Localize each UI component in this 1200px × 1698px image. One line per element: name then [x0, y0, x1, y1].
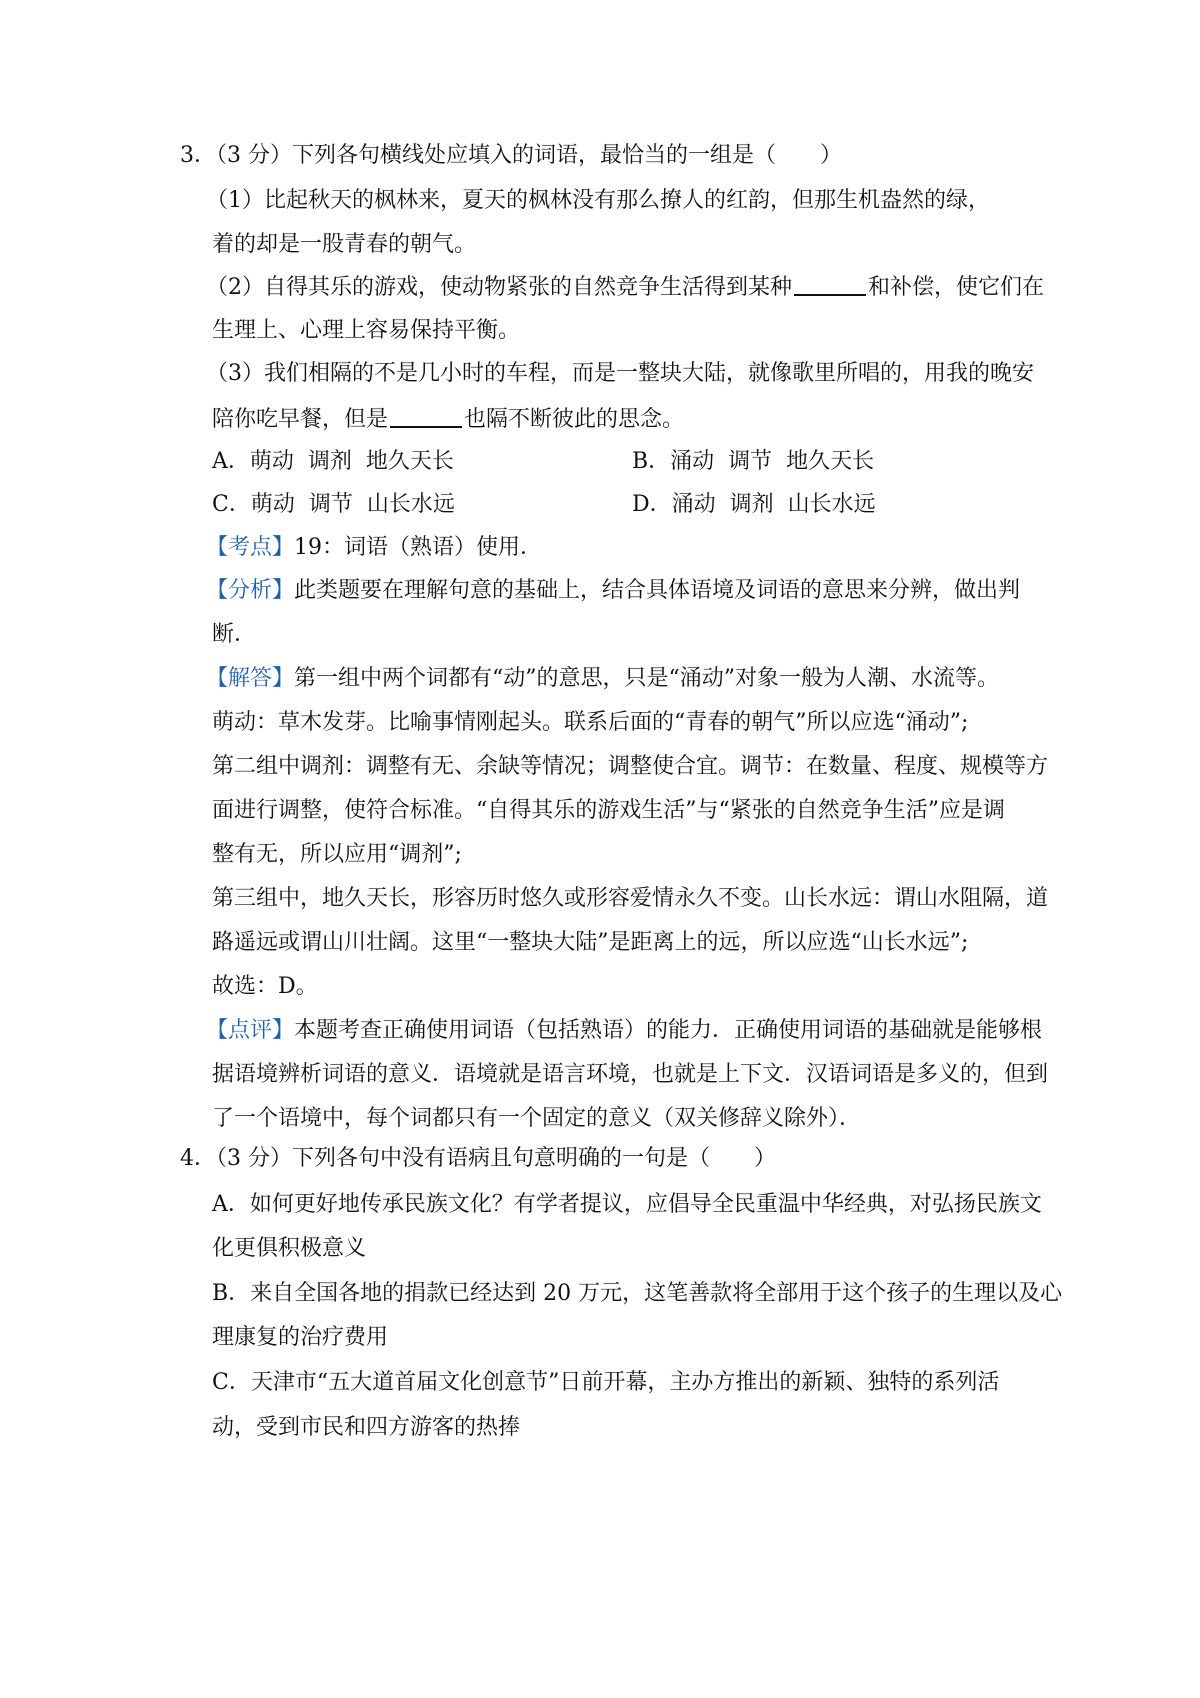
kaodian-text: 19：词语（熟语）使用．	[294, 535, 543, 560]
fenxi-line-1: 此类题要在理解句意的基础上，结合具体语境及词语的意思来分辨，做出判	[294, 578, 1021, 603]
q4-option-c-line-1: C．天津市“五大道首届文化创意节”日前开幕，主办方推出的新颖、独特的系列活	[212, 1370, 1000, 1395]
q3-sentence-2-line-2: 生理上、心理上容易保持平衡。	[212, 318, 521, 343]
option-label: A．	[212, 449, 250, 474]
jieda-line-6: 第三组中，地久天长，形容历时悠久或形容爱情永久不变。山长水远：谓山水阻隔，道	[212, 886, 1049, 911]
q3-sentence-2-line-1	[206, 272, 1044, 302]
jieda-line-3: 第二组中调剂：调整有无、余缺等情况；调整使合宜。调节：在数量、程度、规模等方	[212, 754, 1049, 779]
fenxi-line-2: 断．	[212, 622, 257, 647]
fenxi-section	[206, 576, 1020, 606]
jieda-tag: 【解答】	[206, 666, 295, 691]
option-text: 涌动 调剂 山长水远	[671, 492, 876, 517]
q3-sentence-1-line-2: 着的却是一股青春的朝气。	[212, 232, 477, 257]
fill-blank	[794, 272, 866, 296]
q3-stem	[180, 141, 842, 171]
kaodian-tag: 【考点】	[206, 535, 295, 560]
q4-option-a-line-1: A．如何更好地传承民族文化？有学者提议，应倡导全民重温中华经典，对弘扬民族文	[212, 1192, 1042, 1217]
q4-stem	[180, 1144, 776, 1174]
q4-stem-text: 下列各句中没有语病且句意明确的一句是（	[292, 1146, 711, 1171]
q3-sentence-2-part-a: （2）自得其乐的游戏，使动物紧张的自然竞争生活得到某种	[206, 275, 792, 300]
jieda-line-1: 第一组中两个词都有“动”的意思，只是“涌动”对象一般为人潮、水流等。	[294, 666, 1000, 691]
jieda-line-2: 萌动：草木发芽。比喻事情刚起头。联系后面的“青春的朝气”所以应选“涌动”;	[212, 710, 969, 735]
kaodian-section	[206, 533, 542, 563]
q3-stem-close: ）	[820, 143, 843, 168]
q3-sentence-3-line-1: （3）我们相隔的不是几小时的车程，而是一整块大陆，就像歌里所唱的，用我的晚安	[206, 361, 1034, 386]
dianping-line-2: 据语境辨析词语的意义．语境就是语言环境，也就是上下文．汉语词语是多义的，但到	[212, 1062, 1049, 1087]
q3-sentence-3-line-2	[212, 404, 684, 434]
q3-option-c	[212, 490, 455, 520]
option-text: 萌动 调剂 地久天长	[249, 449, 454, 474]
q3-sentence-3-part-a: 陪你吃早餐，但是	[212, 407, 389, 432]
option-text: 萌动 调节 山长水远	[250, 492, 455, 517]
jieda-line-7: 路遥远或谓山川壮阔。这里“一整块大陆”是距离上的远，所以应选“山长水远”;	[212, 930, 969, 955]
q3-sentence-1-line-1: （1）比起秋天的枫林来，夏天的枫林没有那么撩人的红韵，但那生机盎然的绿，	[206, 188, 990, 213]
q4-stem-close: ）	[754, 1146, 777, 1171]
q3-sentence-2-part-b: 和补偿，使它们在	[868, 275, 1045, 300]
q4-number: 4．	[180, 1146, 216, 1171]
q4-score: （3 分）	[216, 1146, 292, 1171]
option-label: C．	[212, 492, 251, 517]
q3-sentence-3-part-b: 也隔不断彼此的思念。	[464, 407, 685, 432]
q3-option-a	[212, 447, 454, 477]
q3-score: （3 分）	[216, 143, 292, 168]
jieda-section	[206, 664, 999, 694]
option-text: 涌动 调节 地久天长	[670, 449, 875, 474]
q4-option-c-line-2: 动，受到市民和四方游客的热捧	[212, 1415, 521, 1440]
q4-option-b-line-1: B．来自全国各地的捐款已经达到 20 万元，这笔善款将全部用于这个孩子的生理以及心	[212, 1281, 1063, 1306]
q3-option-d	[632, 490, 876, 520]
q4-option-b-line-2: 理康复的治疗费用	[212, 1325, 389, 1350]
option-label: D．	[632, 492, 672, 517]
jieda-line-4: 面进行调整，使符合标准。“自得其乐的游戏生活”与“紧张的自然竞争生活”应是调	[212, 798, 1005, 823]
jieda-line-5: 整有无，所以应用“调剂”;	[212, 842, 462, 867]
dianping-line-3: 了一个语境中，每个词都只有一个固定的意义（双关修辞义除外）．	[212, 1106, 862, 1131]
jieda-line-8: 故选：D。	[212, 974, 318, 999]
q3-option-b	[632, 447, 874, 477]
q3-stem-text: 下列各句横线处应填入的词语，最恰当的一组是（	[292, 143, 777, 168]
q4-option-a-line-2: 化更俱积极意义	[212, 1236, 367, 1261]
fenxi-tag: 【分析】	[206, 578, 295, 603]
fill-blank	[390, 404, 462, 428]
dianping-tag: 【点评】	[206, 1018, 295, 1043]
option-label: B．	[632, 449, 671, 474]
dianping-line-1: 本题考查正确使用词语（包括熟语）的能力．正确使用词语的基础就是能够根	[294, 1018, 1043, 1043]
q3-number: 3．	[180, 143, 216, 168]
dianping-section	[206, 1016, 1042, 1046]
